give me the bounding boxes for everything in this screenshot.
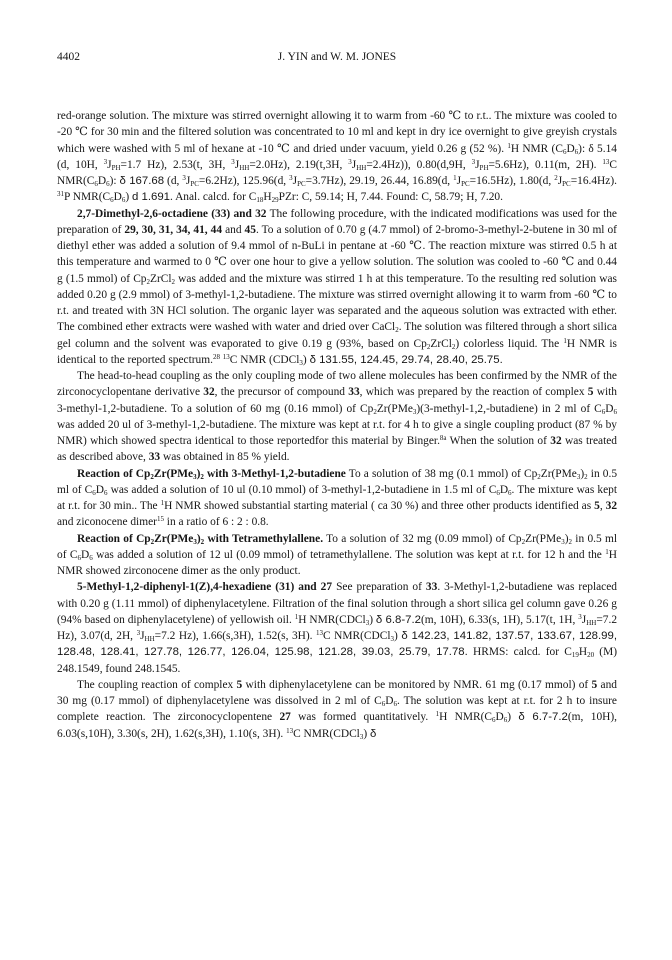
text: ) colorless liquid. The bbox=[455, 337, 564, 350]
compound-ref: 5 bbox=[236, 678, 243, 691]
text: ) bbox=[394, 630, 402, 642]
text: ) bbox=[196, 532, 201, 545]
superscript: 3 bbox=[231, 157, 235, 166]
superscript: 3 bbox=[289, 174, 293, 182]
text: The coupling reaction of complex bbox=[77, 678, 237, 691]
text: ) bbox=[196, 467, 201, 480]
subscript: HH bbox=[586, 618, 597, 627]
subscript: 3 bbox=[576, 472, 581, 481]
text: ) bbox=[564, 532, 569, 545]
subscript: 3 bbox=[390, 635, 395, 643]
subscript: 6 bbox=[121, 196, 126, 205]
text: J bbox=[456, 175, 462, 187]
text: H bbox=[263, 191, 272, 204]
subscript: 2 bbox=[537, 472, 541, 481]
subscript: 3 bbox=[193, 472, 197, 481]
paragraph-6 bbox=[57, 579, 617, 677]
text: =7.2 Hz), 1.66(s,3H), 1.52(s, 3H). bbox=[154, 630, 317, 642]
article-body bbox=[57, 108, 617, 742]
text: . Anal. calcd. for C bbox=[170, 191, 257, 204]
compound-ref: 33 bbox=[148, 451, 161, 464]
text: To a solution of 38 mg (0.1 mmol) of Cp bbox=[345, 467, 538, 480]
running-head: J. YIN and W. M. JONES bbox=[277, 51, 397, 63]
text: d 1.691 bbox=[132, 191, 171, 204]
text: ) bbox=[507, 711, 519, 724]
text: ZrCl bbox=[150, 272, 172, 285]
text: . The solution was filtered through a short silica gel column and the solvent was evaporated to give 0.19 g (93%, based on Cp bbox=[57, 321, 617, 350]
subscript: 19 bbox=[571, 651, 579, 660]
text: D bbox=[385, 695, 394, 707]
subscript: 29 bbox=[271, 196, 279, 205]
text: in 0.5 ml of C bbox=[57, 532, 617, 561]
text: (m, 10H), 6.33(s, 1H), 5.17(t, 1H, bbox=[420, 613, 579, 626]
subscript: 2 bbox=[373, 407, 377, 416]
paragraph-5 bbox=[57, 531, 617, 580]
text: =6.2Hz), 125.96(d, bbox=[198, 175, 290, 187]
subscript: 2 bbox=[150, 472, 154, 481]
superscript: 3 bbox=[103, 157, 108, 166]
text: D bbox=[495, 711, 504, 724]
text: =5.6Hz), 0.11(m, 2H). bbox=[488, 158, 603, 171]
compound-ref: 32 bbox=[605, 500, 618, 512]
text: and ziconocene dimer bbox=[57, 516, 157, 529]
subscript: 2 bbox=[171, 277, 176, 286]
text: When the solution of bbox=[446, 435, 551, 447]
text: . The mixture was kept at r.t. for 30 min.. The bbox=[57, 483, 617, 512]
text: H NMR (C bbox=[510, 142, 563, 155]
subscript: 3 bbox=[299, 358, 303, 367]
subscript: 6 bbox=[601, 407, 606, 416]
text: in a ratio of 6 : 2 : 0.8. bbox=[163, 516, 269, 529]
subscript: 2 bbox=[146, 277, 150, 286]
subscript: 6 bbox=[77, 553, 81, 562]
text: and 30 mg (0.17 mmol) of diphenylacetylene was dissolved in 2 ml of C bbox=[57, 678, 617, 707]
subscript: 3 bbox=[193, 537, 197, 546]
subscript: PC bbox=[461, 180, 470, 188]
subscript: 2 bbox=[584, 472, 588, 481]
subscript: 3 bbox=[365, 618, 370, 627]
subscript: 6 bbox=[104, 488, 108, 497]
section-heading bbox=[77, 468, 346, 480]
text: . The solution was kept at r.t. for 2 h to insure complete reaction. The zirconocyclopentene bbox=[57, 695, 617, 724]
text: δ bbox=[370, 727, 377, 740]
text: ZrCl bbox=[430, 337, 452, 350]
subscript: 6 bbox=[89, 553, 93, 562]
compound-ref: 29, 30, 31, 34, 41, 44 bbox=[124, 223, 223, 236]
subscript: 6 bbox=[613, 407, 617, 416]
compound-ref: 5 bbox=[587, 386, 594, 399]
subscript: 6 bbox=[492, 716, 496, 725]
text: Zr(PMe bbox=[154, 532, 194, 545]
text: =3.7Hz), 29.19, 26.44, 16.89(d, bbox=[305, 175, 454, 187]
superscript: 3 bbox=[578, 612, 582, 621]
text: δ 131.55, 124.45, 29.74, 28.40, 25.75. bbox=[309, 353, 503, 366]
text: δ 142.23, 141.82, 137.57, 133.67, 128.99, 128.48, 128.41, 127.78, 126.77, 126.04, 125.98, 121.28, 39.03, 25.79, 17.78. bbox=[57, 630, 617, 659]
subscript: 3 bbox=[412, 407, 417, 416]
text: ) bbox=[125, 191, 132, 204]
subscript: PH bbox=[111, 163, 121, 172]
subscript: 6 bbox=[381, 700, 386, 708]
text: and bbox=[222, 223, 245, 236]
text: =16.4Hz). bbox=[570, 175, 617, 187]
text: ) bbox=[302, 353, 310, 366]
subscript: 2 bbox=[451, 342, 456, 351]
subscript: 6 bbox=[496, 488, 500, 497]
page-header bbox=[57, 51, 617, 67]
paragraph-1 bbox=[57, 108, 617, 206]
text: was added a solution of 12 ul (0.09 mmol) of tetramethylallene. The solution was kept at r.t. for 12 h and the bbox=[92, 548, 606, 561]
paragraph-3 bbox=[57, 368, 617, 466]
subscript: HH bbox=[144, 635, 155, 643]
compound-ref: 33 bbox=[425, 581, 438, 594]
text: Zr(PMe bbox=[376, 402, 413, 415]
text: The head-to-head coupling as the only coupling mode of two allene molecules has been confirmed by the NMR of the zirconocyclopentane derivative bbox=[57, 370, 617, 399]
text: J bbox=[107, 158, 112, 171]
text: ) bbox=[363, 727, 370, 740]
text: H NMR showed substantial starting material ( ca 30 %) and three other products identified as bbox=[164, 500, 595, 512]
subscript: 6 bbox=[94, 180, 98, 188]
text: C NMR(CDCl bbox=[323, 630, 391, 642]
text: with 3-Methyl-1,2-butadiene bbox=[203, 467, 346, 480]
section-heading bbox=[77, 533, 323, 545]
text: D bbox=[95, 483, 105, 496]
superscript: 13 bbox=[286, 726, 294, 735]
text: ): bbox=[109, 175, 120, 187]
text: was added and the mixture was stirred 1 h at this temperature. To the resulting red solution was added 0.20 g (2.9 mmol) of 3-methyl-1,2-butadiene. The mixture was stirred overnight allowing it to warm from -60 ℃ to r.t. and treated with 3N HCl solution. The organic layer was separated and the aqueous solution was extracted with ether. The combined ether extracts were washed with water and dried over CaCl bbox=[57, 272, 617, 334]
text: D bbox=[605, 402, 614, 415]
text: Reaction of Cp bbox=[77, 467, 151, 480]
text: =1.7 Hz), 2.53(t, 3H, bbox=[120, 158, 232, 171]
subscript: 2 bbox=[150, 537, 155, 546]
subscript: 6 bbox=[110, 196, 114, 205]
subscript: PC bbox=[190, 180, 199, 188]
section-heading: 5-Methyl-1,2-diphenyl-1(Z),4-hexadiene (31) and 27 bbox=[77, 581, 333, 594]
superscript: 1 bbox=[507, 141, 511, 150]
text: H NMR is identical to the reported spectrum. bbox=[57, 337, 617, 366]
text: , bbox=[599, 500, 606, 512]
subscript: 6 bbox=[562, 147, 567, 156]
text: See preparation of bbox=[332, 581, 426, 594]
text: was formed quantitatively. bbox=[290, 711, 436, 724]
compound-ref: 27 bbox=[279, 711, 291, 724]
superscript: 1 bbox=[605, 547, 609, 556]
text: J bbox=[557, 175, 563, 187]
subscript: 6 bbox=[92, 488, 96, 497]
text: Zr(PMe bbox=[540, 467, 577, 480]
subscript: PH bbox=[479, 163, 489, 172]
text: D bbox=[566, 142, 575, 155]
text: , which was prepared by the reaction of complex bbox=[359, 386, 588, 399]
text: J bbox=[351, 158, 357, 171]
text: D bbox=[499, 483, 509, 496]
text: C NMR(C bbox=[57, 158, 618, 187]
subscript: 6 bbox=[574, 147, 579, 156]
text: was added a solution of 10 ul (0.10 mmol) of 3-methyl-1,2-butadiene in 1.5 ml of C bbox=[107, 483, 497, 496]
subscript: 2 bbox=[521, 537, 526, 546]
text: To a solution of 32 mg (0.09 mmol) of Cp bbox=[323, 532, 522, 545]
text: HRMS: calcd. for C bbox=[467, 646, 572, 659]
text: , the precursor of compound bbox=[214, 386, 349, 399]
text: C NMR(CDCl bbox=[293, 727, 360, 740]
text: ) bbox=[369, 613, 376, 626]
paragraph-7 bbox=[57, 677, 617, 742]
text: with Tetramethylallene. bbox=[204, 532, 324, 545]
subscript: PC bbox=[297, 180, 306, 188]
text: C NMR (CDCl bbox=[229, 353, 300, 366]
superscript: 1 bbox=[453, 174, 457, 182]
text: δ 6.7-7.2 bbox=[518, 711, 568, 724]
compound-ref: 32 bbox=[203, 386, 215, 399]
superscript: 1 bbox=[435, 710, 440, 719]
superscript: 13 bbox=[222, 352, 230, 361]
compound-ref: 5 bbox=[594, 500, 600, 512]
text: =7.2 Hz), 3.07(d, 2H, bbox=[57, 613, 618, 642]
text: =2.0Hz), 2.19(t,3H, bbox=[249, 158, 349, 171]
text: D bbox=[80, 548, 90, 561]
superscript: 1 bbox=[563, 336, 567, 345]
text: Zr(PMe bbox=[525, 532, 562, 545]
text: (d, bbox=[164, 175, 183, 187]
subscript: 2 bbox=[200, 537, 205, 546]
paragraph-4 bbox=[57, 466, 617, 531]
compound-ref: 5 bbox=[591, 678, 598, 691]
compound-ref: 32 bbox=[550, 435, 562, 447]
text: H bbox=[578, 646, 588, 659]
subscript: 2 bbox=[395, 326, 399, 335]
text: in 0.5 ml of C bbox=[57, 467, 618, 496]
superscript: 13 bbox=[602, 157, 610, 166]
text: ): δ 5.14 (d, 10H, bbox=[57, 142, 617, 171]
text: was treated as described above, bbox=[57, 435, 617, 464]
text: )(3-methyl-1,2,-butadiene) in 2 ml of C bbox=[416, 402, 602, 415]
text: =2.4Hz)), 0.80(d,9H, bbox=[366, 158, 472, 171]
superscript: 2 bbox=[554, 174, 558, 182]
text: J bbox=[581, 613, 587, 626]
text: Zr(PMe bbox=[153, 467, 194, 480]
text: The following procedure, with the indicated modifications was used for the preparation of bbox=[57, 207, 617, 236]
subscript: 6 bbox=[106, 180, 110, 188]
superscript: 1 bbox=[294, 612, 299, 621]
page-number: 4402 bbox=[57, 51, 80, 63]
reference-marker: 28 bbox=[212, 352, 220, 361]
text: . 3-Methyl-1,2-butadiene was replaced with 0.20 g (1.11 mmol) of diphenylacetylene. Filtration of the final solution through a short silica gel column gave 0.26 g (94% based on diphenylacetylene) of yellowish oil. bbox=[57, 581, 617, 626]
text: red-orange solution. The mixture was stirred overnight allowing it to warm from -60 ℃ to r.t.. The mixture was cooled to -20 ℃ for 30 min and the filtered solution was concentrated to 10 ml and kept in dry ice overnight to give greyish crystals which were washed with 5 ml of hexane at -10 ℃ and dried under vacuum, yield 0.26 g (52 %). bbox=[57, 110, 617, 155]
superscript: 3 bbox=[471, 157, 476, 166]
superscript: 31 bbox=[57, 190, 64, 199]
text: Reaction of Cp bbox=[77, 532, 151, 545]
text: was obtained in 85 % yield. bbox=[160, 451, 290, 464]
text: was added 20 ul of 3-methyl-1,2-butadiene. The mixture was kept at r.t. for 4 h to give a single coupling product (87 % by NMR) which showed spectra identical to those reportedfor this material by Binger. bbox=[57, 418, 617, 447]
subscript: 3 bbox=[359, 732, 364, 741]
subscript: 6 bbox=[503, 716, 508, 725]
text: =16.5Hz), 1.80(d, bbox=[469, 175, 555, 187]
text: D bbox=[113, 191, 122, 204]
text: H NMR(C bbox=[439, 711, 493, 724]
reference-marker: 15 bbox=[156, 515, 164, 524]
text: (M) 248.1549, found 248.1545. bbox=[57, 646, 617, 675]
compound-ref: 33 bbox=[348, 386, 360, 399]
text: D bbox=[97, 175, 107, 187]
subscript: 2 bbox=[426, 342, 431, 351]
superscript: 13 bbox=[316, 629, 324, 637]
subscript: 2 bbox=[568, 537, 573, 546]
section-heading: 2,7-Dimethyl-2,6-octadiene (33) and 32 bbox=[77, 207, 267, 220]
text: H NMR showed zirconocene dimer as the only product. bbox=[57, 548, 617, 577]
superscript: 3 bbox=[182, 174, 186, 182]
subscript: 2 bbox=[200, 472, 204, 481]
text: δ 167.68 bbox=[119, 175, 165, 187]
subscript: 6 bbox=[508, 488, 512, 497]
text: with 3-methyl-1,2-butadiene. To a solution of 60 mg (0.16 mmol) of Cp bbox=[57, 386, 617, 415]
text: J bbox=[475, 158, 480, 171]
paragraph-2 bbox=[57, 206, 617, 369]
subscript: 20 bbox=[587, 651, 595, 660]
subscript: HH bbox=[356, 163, 367, 172]
subscript: HH bbox=[239, 163, 250, 172]
superscript: 1 bbox=[160, 499, 165, 507]
subscript: 6 bbox=[393, 700, 398, 708]
text: J bbox=[185, 175, 191, 187]
superscript: 3 bbox=[136, 629, 141, 637]
reference-marker: 8a bbox=[439, 434, 447, 442]
compound-ref: 45 bbox=[244, 223, 256, 236]
text: (m, 10H), 6.03(s,10H), 3.30(s, 2H), 1.62(s,3H), 1.10(s, 3H). bbox=[57, 711, 618, 740]
text: PZr: C, 59.14; H, 7.44. Found: C, 58.79; H, 7.20. bbox=[278, 191, 503, 204]
text: P NMR(C bbox=[64, 191, 111, 204]
text: J bbox=[140, 630, 145, 642]
text: δ 6.8-7.2 bbox=[375, 613, 421, 626]
superscript: 3 bbox=[348, 157, 352, 166]
text: J bbox=[234, 158, 240, 171]
subscript: 18 bbox=[256, 196, 264, 205]
subscript: PC bbox=[562, 180, 571, 188]
text: ) bbox=[580, 467, 585, 480]
text: H NMR(CDCl bbox=[298, 613, 366, 626]
text: with diphenylacetylene can be monitored by NMR. 61 mg (0.17 mmol) of bbox=[242, 678, 592, 691]
text: . To a solution of 0.70 g (4.7 mmol) of 2-bromo-3-methyl-2-butene in 30 ml of diethyl ether was added a solution of 9.4 mmol of n-BuLi in pentane at -60 ℃. The reaction mixture was stirred 0.5 h at this temperature and warmed to 0 ℃ over one hour to give a yellow solution. The solution was cooled to -60 ℃ and 0.44 g (1.5 mmol) of Cp bbox=[57, 223, 617, 285]
text: J bbox=[292, 175, 298, 187]
subscript: 3 bbox=[561, 537, 565, 546]
